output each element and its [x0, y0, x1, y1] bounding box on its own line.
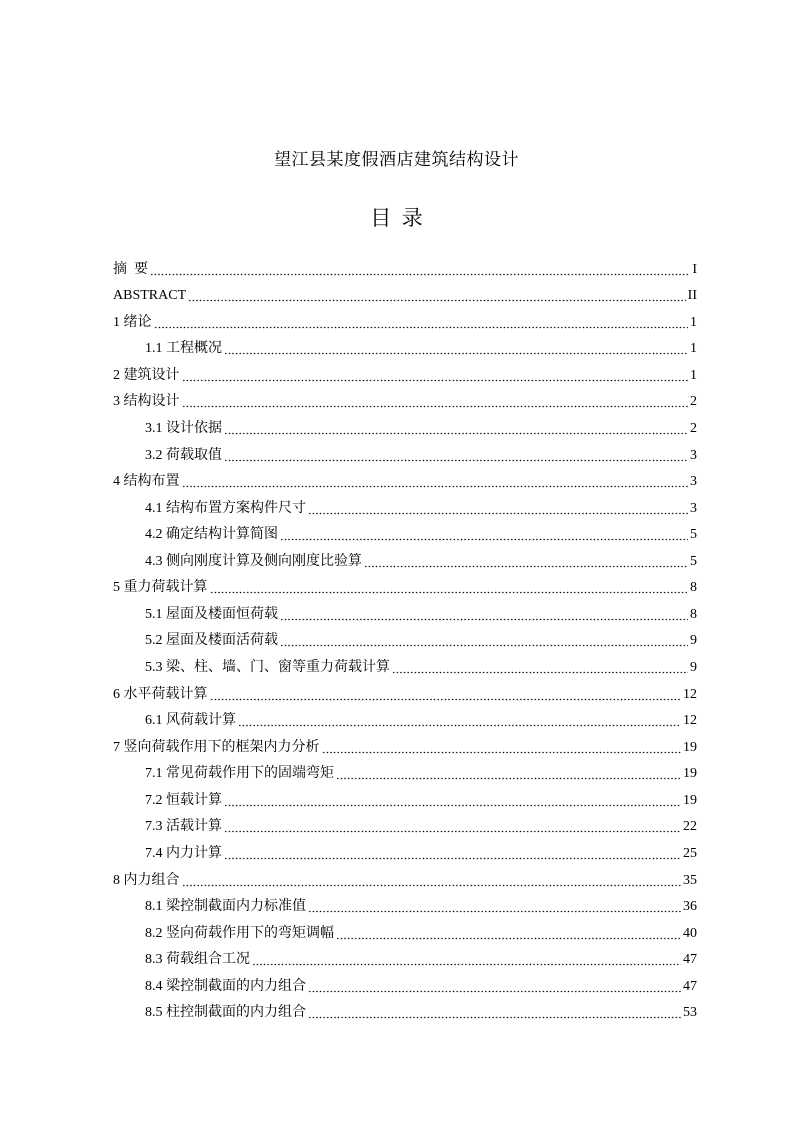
toc-entry-page-number: 47: [683, 952, 697, 968]
toc-entry-page-number: 53: [683, 1005, 697, 1021]
toc-subsection-entry[interactable]: [113, 601, 697, 628]
toc-entry-page-number: 9: [690, 633, 697, 649]
toc-dot-leader: [182, 396, 689, 408]
toc-entry-page-number: 12: [683, 713, 697, 729]
toc-entry-page-number: 8: [690, 580, 697, 596]
toc-subsection-entry[interactable]: [113, 1000, 697, 1027]
toc-dot-leader: [322, 742, 682, 754]
toc-dot-leader: [336, 928, 681, 940]
toc-section-entry[interactable]: [113, 681, 697, 708]
toc-entry-title: 5.1 屋面及楼面恒荷载: [145, 606, 278, 622]
toc-entry-title: 5.2 屋面及楼面活荷载: [145, 633, 278, 649]
toc-subsection-entry[interactable]: [113, 336, 697, 363]
toc-subsection-entry[interactable]: [113, 814, 697, 841]
toc-entry-page-number: 3: [690, 474, 697, 490]
toc-dot-leader: [182, 476, 689, 488]
toc-subsection-entry[interactable]: [113, 708, 697, 735]
toc-dot-leader: [392, 662, 688, 674]
table-of-contents: [113, 256, 697, 1026]
toc-dot-leader: [308, 503, 688, 515]
toc-dot-leader: [154, 317, 689, 329]
toc-entry-page-number: 1: [690, 314, 697, 330]
toc-dot-leader: [308, 981, 681, 993]
toc-subsection-entry[interactable]: [113, 522, 697, 549]
toc-entry-title: 7.4 内力计算: [145, 845, 222, 861]
toc-dot-leader: [182, 370, 689, 382]
toc-entry-page-number: 47: [683, 978, 697, 994]
toc-dot-leader: [224, 795, 681, 807]
toc-dot-leader: [336, 768, 681, 780]
toc-subsection-entry[interactable]: [113, 654, 697, 681]
toc-entry-page-number: 8: [690, 606, 697, 622]
toc-entry-title: 3.1 设计依据: [145, 420, 222, 436]
toc-entry-page-number: 5: [690, 527, 697, 543]
document-title: 望江县某度假酒店建筑结构设计: [274, 150, 519, 169]
toc-entry-page-number: 12: [683, 686, 697, 702]
toc-dot-leader: [224, 423, 688, 435]
toc-subsection-entry[interactable]: [113, 973, 697, 1000]
toc-entry-page-number: 25: [683, 845, 697, 861]
toc-entry-title: 6 水平荷载计算: [113, 686, 208, 702]
toc-entry-page-number: 9: [690, 660, 697, 675]
toc-dot-leader: [188, 290, 686, 302]
toc-entry-title: 7 竖向荷载作用下的框架内力分析: [113, 739, 320, 755]
toc-subsection-entry[interactable]: [113, 415, 697, 442]
toc-subsection-entry[interactable]: [113, 761, 697, 788]
toc-section-entry[interactable]: [113, 389, 697, 416]
toc-dot-leader: [210, 582, 689, 594]
toc-dot-leader: [364, 556, 688, 568]
toc-entry-title: 3.2 荷载取值: [145, 447, 222, 463]
toc-entry-title: 4.2 确定结构计算简图: [145, 527, 278, 543]
toc-subsection-entry[interactable]: [113, 548, 697, 575]
toc-dot-leader: [182, 875, 682, 887]
toc-section-entry[interactable]: [113, 309, 697, 336]
toc-dot-leader: [224, 848, 681, 860]
toc-dot-leader: [210, 689, 682, 701]
toc-heading: 目 录: [370, 206, 423, 230]
toc-entry-page-number: I: [692, 261, 697, 277]
toc-entry-title: 8.5 柱控制截面的内力组合: [145, 1005, 306, 1021]
toc-subsection-entry[interactable]: [113, 442, 697, 469]
toc-dot-leader: [280, 635, 688, 647]
toc-section-entry[interactable]: [113, 469, 697, 496]
toc-entry-page-number: 19: [683, 792, 697, 808]
toc-entry-title: 4.3 侧向刚度计算及侧向刚度比验算: [145, 553, 362, 569]
toc-entry-page-number: II: [687, 288, 697, 304]
toc-entry-page-number: 1: [690, 367, 697, 383]
toc-entry-title: 4.1 结构布置方案构件尺寸: [145, 500, 306, 516]
toc-entry-title: 8.1 梁控制截面内力标准值: [145, 899, 306, 915]
toc-subsection-entry[interactable]: [113, 495, 697, 522]
toc-section-entry[interactable]: [113, 256, 697, 283]
toc-section-entry[interactable]: [113, 575, 697, 602]
toc-entry-page-number: 2: [690, 420, 697, 436]
toc-entry-page-number: 1: [690, 341, 697, 357]
toc-entry-page-number: 19: [683, 766, 697, 782]
toc-entry-title: 8.4 梁控制截面的内力组合: [145, 978, 306, 994]
toc-subsection-entry[interactable]: [113, 628, 697, 655]
toc-entry-page-number: 36: [683, 899, 697, 915]
toc-entry-title: 2 建筑设计: [113, 367, 180, 383]
toc-entry-page-number: 3: [690, 500, 697, 516]
toc-section-entry[interactable]: [113, 362, 697, 389]
toc-entry-page-number: 35: [683, 872, 697, 888]
toc-entry-title: 3 结构设计: [113, 394, 180, 410]
toc-dot-leader: [224, 821, 681, 833]
toc-dot-leader: [280, 529, 688, 541]
toc-subsection-entry[interactable]: [113, 787, 697, 814]
toc-subsection-entry[interactable]: [113, 947, 697, 974]
toc-entry-title: 5.3 梁、柱、墙、门、窗等重力荷载计算: [145, 660, 390, 675]
toc-dot-leader: [224, 450, 688, 462]
toc-dot-leader: [224, 343, 688, 355]
toc-entry-page-number: 3: [690, 447, 697, 463]
toc-subsection-entry[interactable]: [113, 840, 697, 867]
toc-dot-leader: [308, 901, 681, 913]
toc-dot-leader: [308, 1007, 681, 1019]
toc-entry-title: 8 内力组合: [113, 872, 180, 888]
toc-dot-leader: [280, 609, 688, 621]
toc-entry-page-number: 40: [683, 925, 697, 941]
toc-subsection-entry[interactable]: [113, 920, 697, 947]
toc-entry-title: 7.3 活载计算: [145, 819, 222, 835]
toc-entry-title: 摘 要: [113, 261, 148, 277]
toc-subsection-entry[interactable]: [113, 894, 697, 921]
toc-entry-page-number: 19: [683, 739, 697, 755]
toc-entry-title: ABSTRACT: [113, 288, 187, 304]
toc-entry-title: 6.1 风荷载计算: [145, 713, 236, 729]
toc-entry-title: 8.2 竖向荷载作用下的弯矩调幅: [145, 925, 334, 941]
toc-section-entry[interactable]: [113, 734, 697, 761]
toc-entry-page-number: 2: [690, 394, 697, 410]
toc-dot-leader: [252, 954, 681, 966]
toc-entry-title: 5 重力荷载计算: [113, 580, 208, 596]
toc-dot-leader: [150, 264, 690, 276]
toc-entry-title: 1 绪论: [113, 314, 152, 330]
toc-entry-page-number: 5: [690, 553, 697, 569]
toc-dot-leader: [238, 715, 681, 727]
toc-section-entry[interactable]: [113, 283, 697, 310]
toc-entry-title: 7.2 恒载计算: [145, 792, 222, 808]
toc-entry-title: 8.3 荷载组合工况: [145, 952, 250, 968]
toc-entry-page-number: 22: [683, 819, 697, 835]
toc-entry-title: 4 结构布置: [113, 474, 180, 490]
toc-entry-title: 1.1 工程概况: [145, 341, 222, 357]
toc-entry-title: 7.1 常见荷载作用下的固端弯矩: [145, 766, 334, 782]
toc-section-entry[interactable]: [113, 867, 697, 894]
